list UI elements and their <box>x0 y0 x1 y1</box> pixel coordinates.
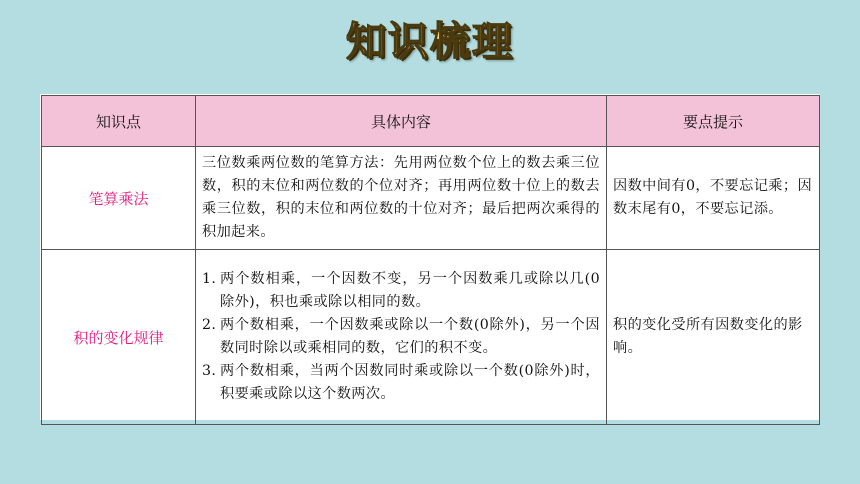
table-row <box>42 147 820 250</box>
list-item <box>202 360 600 406</box>
content-cell <box>196 250 607 425</box>
list-item-number: 2. <box>202 317 217 333</box>
list-item-text: 两个数相乘，一个因数乘或除以一个数(0除外)，另一个因数同时除以或乘相同的数，它们的积不变。 <box>220 317 600 356</box>
header-content: 具体内容 <box>196 96 607 147</box>
list-item <box>202 268 600 314</box>
list-item-text: 两个数相乘，当两个因数同时乘或除以一个数(0除外)时，积要乘或除以这个数两次。 <box>220 363 600 402</box>
content-cell: 三位数乘两位数的笔算方法：先用两位数个位上的数去乘三位数，积的末位和两位数的个位对齐；再用两位数十位上的数去乘三位数，积的末位和两位数的十位对齐；最后把两次乘得的积加起来。 <box>196 147 607 250</box>
knowledge-point-cell: 积的变化规律 <box>42 250 196 425</box>
table-row <box>42 250 820 425</box>
list-item-number: 3. <box>202 363 217 379</box>
list-item-text: 两个数相乘，一个因数不变，另一个因数乘几或除以几(0除外)，积也乘或除以相同的数。 <box>220 271 600 310</box>
table-header-row <box>42 96 820 147</box>
list-item <box>202 314 600 360</box>
header-tips: 要点提示 <box>607 96 820 147</box>
header-knowledge-point: 知识点 <box>42 96 196 147</box>
page-title: 知识梳理 <box>346 19 514 65</box>
knowledge-point-cell: 笔算乘法 <box>42 147 196 250</box>
tip-cell: 积的变化受所有因数变化的影响。 <box>607 250 820 425</box>
tip-cell: 因数中间有0，不要忘记乘；因数末尾有0，不要忘记添。 <box>607 147 820 250</box>
list-item-number: 1. <box>202 271 217 287</box>
knowledge-table <box>40 94 820 420</box>
